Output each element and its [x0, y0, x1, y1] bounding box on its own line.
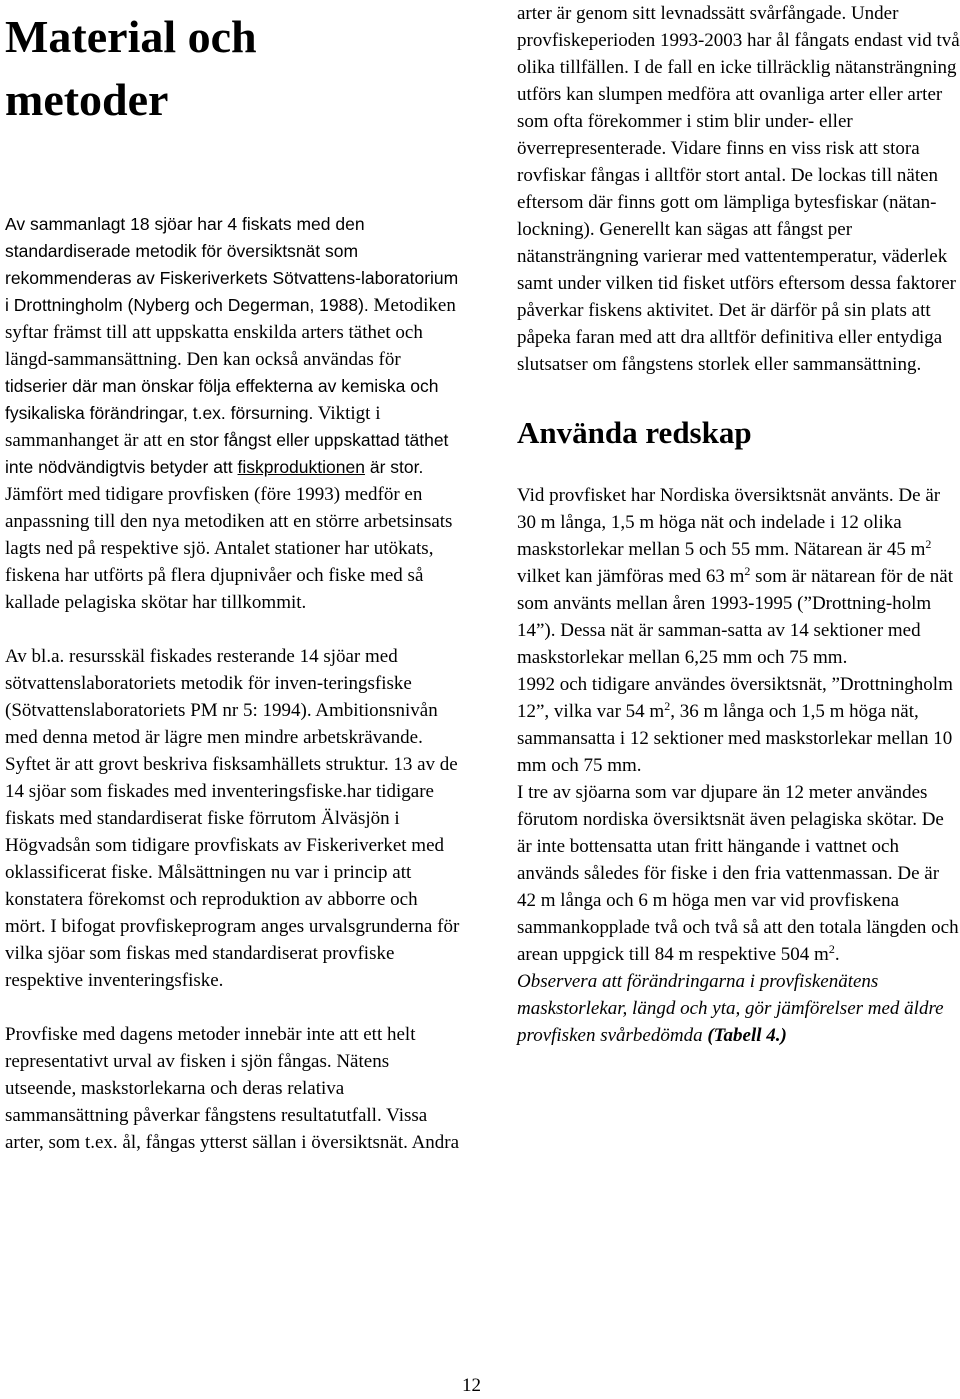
page-number: 12 — [462, 1375, 481, 1396]
section-heading-gear: Använda redskap — [517, 415, 752, 450]
paragraph-pelagic-nets: I tre av sjöarna som var djupare än 12 meter användes förutom nordiska översiktsnät även pelagiska skötar. De är inte bottensatta utan fritt hängande i vattnet och används således för fiske i den fria vattenmassan. De är 42 m långa och 6 m höga men var vid provfiskena sammankopplade två och två så att den totala längden och arean uppgick till 84 m respektive 504 $m^2$. — [517, 782, 959, 965]
left-column — [5, 0, 460, 1156]
paragraph-representativeness-cont: arter är genom sitt levnadssätt svårfångade. Under provfiskeperioden 1993-2003 har ål fångats endast vid två olika tillfällen. I de fall en icke tillräcklig nätansträngning utförs kan slumpen medföra att ovanliga arter eller arter som ofta förekommer i stim blir under- eller överrepresenterade. Vidare finns en viss risk att stora rovfiskar fångas i alltför stort antal. De lockas till näten eftersom där finns gott om lämpliga bytesfiskar (nätan-lockning). Generellt kan sägas att fångst per nätansträngning varierar med vattentemperatur, väderlek samt under vilken tid fisket utförs eftersom dessa faktorer påverkar fiskens aktivitet. Det är därför på sin plats att påpeka faran med att dra alltför definitiva eller entydiga slutsatser om fångstens storlek eller sammansättning. — [517, 3, 960, 375]
paragraph-representativeness: Provfiske med dagens metoder innebär inte att ett helt representativt urval av fisken i sjön fångas. Nätens utseende, maskstorlekarna och deras relativa sammansättning påverkar fångstens resultatutfall. Vissa arter, som t.ex. ål, fångas ytterst sällan i översiktsnät. Andra — [5, 1024, 460, 1153]
note-paragraph: Observera att förändringarna i provfiskenätens maskstorlekar, längd och yta, gör jämförelser med äldre provfisken svårbedömda (Tabell 4.) — [517, 971, 944, 1046]
underlined-term: fiskproduktionen — [237, 457, 365, 477]
paragraph-inventory-fishing: Av bl.a. resursskäl fiskades resterande 14 sjöar med sötvattenslaboratoriets metodik för inven-teringsfiske (Sötvattenslaboratoriets PM nr 5: 1994). Ambitionsnivån med denna metod är lägre men mindre arbetskrävande. Syftet är att grovt beskriva fisksamhällets struktur. 13 av de 14 sjöar som fiskades med inventeringsfiske.har tidigare fiskats med standardiserat fiske förrutom Älväsjön i Högvadsån som tidigare provfiskats av Fiskeriverket med oklassificerat fiske. Målsättningen nu var i princip att konstatera förekomst och reproduktion av abborre och mört. I bifogat provfiskeprogram anges urvalsgrunderna för vilka sjöar som fiskas med standardiserat provfiske respektive inventeringsfiske. — [5, 646, 460, 991]
paragraph-nordic-nets: Vid provfisket har Nordiska översiktsnät använts. De är 30 m långa, 1,5 m höga nät och indelade i 12 olika maskstorlekar mellan 5 och 55 mm. Nätarean är 45 $m^2$ vilket kan jämföras med 63 $m^2$ som är nätarean för de nät som använts mellan åren 1993-1995 (”Drottning-holm 14”). Dessa nät är samman-satta av 14 sektioner med maskstorlekar mellan 6,25 mm och 75 mm. — [517, 485, 953, 668]
section-title: Material och metoder — [5, 11, 257, 125]
table-reference: (Tabell 4.) — [707, 1025, 787, 1046]
right-column — [517, 0, 960, 1049]
paragraph-drottningholm-nets: 1992 och tidigare användes översiktsnät, ”Drottningholm 12”, vilka var 54 $m^2$, 36 m långa och 1,5 m höga nät, sammansatta i 12 sektioner med maskstorlekar mellan 10 mm och 75 mm. — [517, 674, 953, 776]
paragraph-method-standard: Av sammanlagt 18 sjöar har 4 fiskats med den standardiserade metodik för översiktsnät som rekommenderas av Fiskeriverkets Sötvattens-laboratorium i Drottningholm (Nyberg och Degerman, 1988). Metodiken syftar främst till att uppskatta enskilda arters täthet och längd-sammansättning. Den kan också användas för tidserier där man önskar följa effekterna av kemiska och fysikaliska förändringar, t.ex. försurning. Viktigt i sammanhanget är att en stor fångst eller uppskattad täthet inte nödvändigtvis betyder att fiskproduktionen är stor. Jämfört med tidigare provfisken (före 1993) medför en anpassning till den nya metodiken att en större arbetsinsats lagts ned på respektive sjö. Antalet stationer har utökats, fiskena har utförts på flera djupnivåer och fiske med så kallade pelagiska skötar har tillkommit. — [5, 214, 459, 613]
